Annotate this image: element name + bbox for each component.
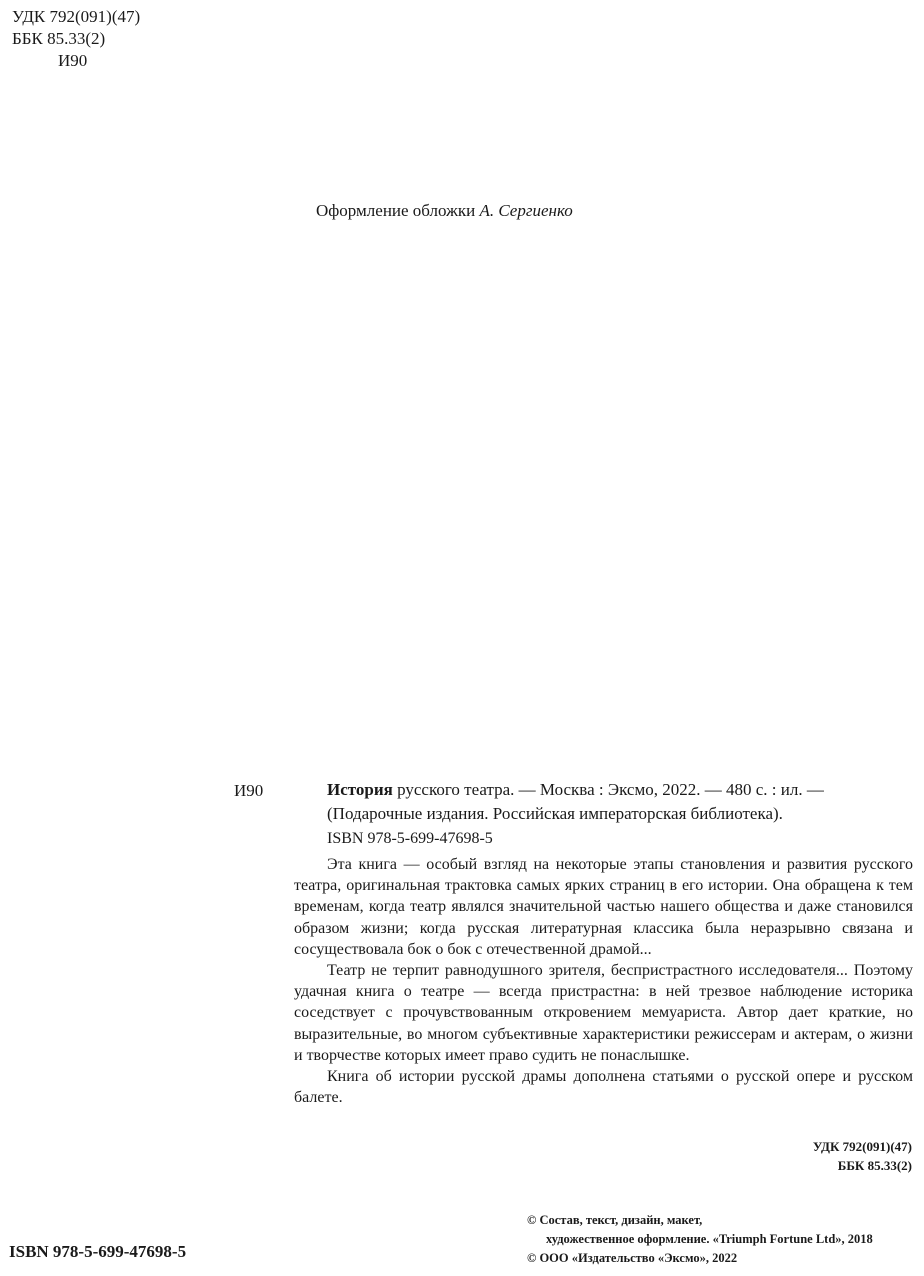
annotation-paragraph: Эта книга — особый взгляд на некоторые этапы становления и развития русского театра, оригинальная трактовка самых ярких страниц в его истории. Она обращена к тем временам, когда театр являлся значительной частью нашего общества и даже становился образом жизни; когда русская литературная классика была неразрывно связана и сосуществовала бок о бок с отечественной драмой...: [294, 856, 913, 958]
copyright-line: © ООО «Издательство «Эксмо», 2022: [527, 1251, 738, 1265]
bbk-code-footer: ББК 85.33(2): [837, 1158, 912, 1173]
udk-code-footer: УДК 792(091)(47): [812, 1139, 912, 1154]
cover-credit-label: Оформление обложки: [316, 201, 476, 220]
bibliographic-author-mark: И90: [234, 781, 264, 800]
bibliographic-record: [327, 778, 911, 825]
classification-footer: [813, 1137, 912, 1175]
cover-designer-name: А. Сергиенко: [479, 201, 573, 220]
copyright-notice: [527, 1211, 873, 1268]
annotation-paragraph: Книга об истории русской драмы дополнена статьями о русской опере и русском балете.: [294, 1068, 913, 1107]
annotation: [294, 854, 913, 1108]
annotation-paragraph: Театр не терпит равнодушного зрителя, беспристрастного исследователя... Поэтому удачная книга о театре — всегда пристрастна: в ней трезвое наблюдение историка соседствует с прочувствованным откровением мемуариста. Автор дает краткие, но выразительные, во многом субъективные характеристики режиссерам и актерам, о жизни и творчестве которых имеет право судить не понаслышке.: [294, 962, 913, 1064]
udk-code: УДК 792(091)(47): [12, 7, 141, 26]
copyright-line: художественное оформление. «Triumph Fortune Ltd», 2018: [546, 1232, 873, 1246]
isbn-footer: ISBN 978-5-699-47698-5: [9, 1242, 187, 1261]
classification-header: [12, 6, 140, 72]
author-mark: И90: [58, 51, 88, 70]
bbk-code: ББК 85.33(2): [12, 29, 106, 48]
isbn-line: ISBN 978-5-699-47698-5: [327, 830, 493, 847]
bibliographic-description: русского театра. — Москва : Эксмо, 2022. — 480 с. : ил. — (Подарочные издания. Российская императорская библиотека).: [327, 780, 824, 823]
book-title: История: [327, 780, 393, 799]
copyright-line: © Состав, текст, дизайн, макет,: [527, 1213, 703, 1227]
cover-design-credit: [316, 201, 573, 221]
